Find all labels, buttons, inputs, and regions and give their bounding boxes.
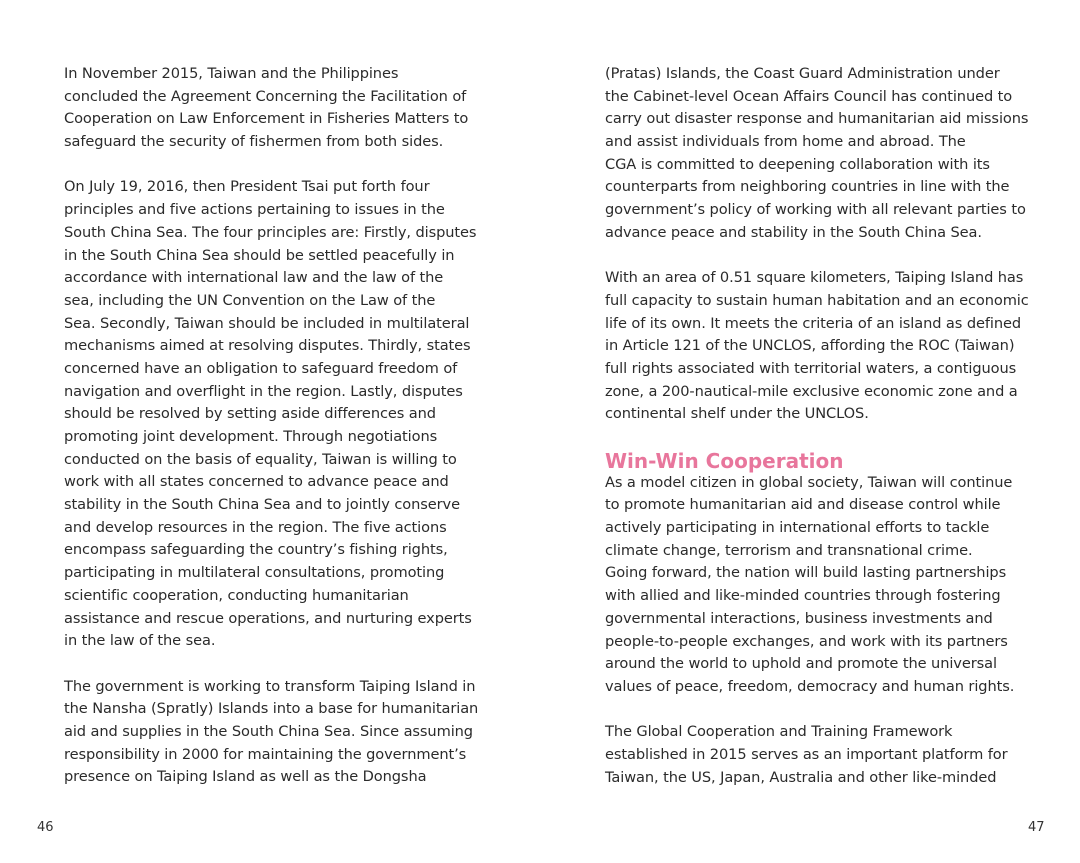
text-line: principles and five actions pertaining to issues in the (64, 201, 445, 219)
text-line: continental shelf under the UNCLOS. (605, 405, 869, 423)
text-line: The government is working to transform Taiping Island in (64, 677, 476, 695)
text-line: carry out disaster response and humanitarian aid missions (605, 110, 1029, 128)
text-line: values of peace, freedom, democracy and human rights. (605, 677, 1015, 695)
text-line: With an area of 0.51 square kilometers, Taiping Island has (605, 269, 1024, 287)
text-line: people-to-people exchanges, and work with its partners (605, 632, 1008, 650)
text-line: and assist individuals from home and abroad. The (605, 133, 966, 151)
text-line: presence on Taiping Island as well as the Dongsha (64, 768, 427, 786)
right-text-column (605, 63, 1030, 789)
text-line: encompass safeguarding the country’s fishing rights, (64, 541, 448, 559)
text-line: concerned have an obligation to safeguard freedom of (64, 359, 458, 377)
left-text-column (64, 63, 484, 789)
text-line: around the world to uphold and promote the universal (605, 655, 997, 673)
text-line: scientific cooperation, conducting humanitarian (64, 586, 409, 604)
text-line: work with all states concerned to advance peace and (64, 473, 449, 491)
text-line: promoting joint development. Through negotiations (64, 428, 438, 445)
text-line: Taiwan, the US, Japan, Australia and other like-minded (605, 768, 997, 786)
text-line: aid and supplies in the South China Sea. Since assuming (64, 722, 473, 740)
text-line: accordance with international law and the law of the (64, 269, 444, 287)
text-line: actively participating in international efforts to tackle (605, 519, 990, 537)
text-line: full capacity to sustain human habitation and an economic (605, 291, 1029, 309)
text-line: stability in the South China Sea and to jointly conserve (64, 496, 460, 514)
text-line: sea, including the UN Convention on the Law of the (64, 291, 436, 309)
text-line: zone, a 200-nautical-mile exclusive economic zone and a (605, 382, 1018, 400)
text-line: governmental interactions, business investments and (605, 609, 993, 627)
text-line: in the South China Sea should be settled peacefully in (64, 246, 455, 264)
text-line: responsibility in 2000 for maintaining the government’s (64, 745, 467, 763)
text-line: Going forward, the nation will build lasting partnerships (605, 564, 1007, 582)
text-line: full rights associated with territorial waters, a contiguous (605, 359, 1017, 377)
text-line: participating in multilateral consultations, promoting (64, 564, 445, 582)
text-line: In November 2015, Taiwan and the Philippines (64, 65, 399, 82)
text-line: to promote humanitarian aid and disease control while (605, 496, 1001, 514)
text-line: Cooperation on Law Enforcement in Fisheries Matters to (64, 110, 469, 128)
text-line: The Global Cooperation and Training Framework (605, 723, 953, 741)
text-line: On July 19, 2016, then President Tsai put forth four (64, 178, 430, 196)
text-line: in Article 121 of the UNCLOS, affording the ROC (Taiwan) (605, 337, 1015, 355)
text-line: life of its own. It meets the criteria of an island as defined (605, 314, 1022, 332)
text-line: established in 2015 serves as an important platform for (605, 745, 1008, 763)
text-line: advance peace and stability in the South China Sea. (605, 223, 982, 241)
text-line: and develop resources in the region. The five actions (64, 518, 447, 536)
text-line: government’s policy of working with all relevant parties to (605, 201, 1026, 219)
paragraph-gap (605, 245, 1030, 268)
text-line: the Nansha (Spratly) Islands into a base for humanitarian (64, 700, 479, 718)
text-line: conducted on the basis of equality, Taiwan is willing to (64, 450, 457, 468)
text-line: in the law of the sea. (64, 632, 216, 650)
page-number-left: 46 (37, 820, 54, 835)
text-line: the Cabinet-level Ocean Affairs Council has continued to (605, 87, 1013, 105)
text-line: counterparts from neighboring countries in line with the (605, 178, 1010, 196)
page-number-right: 47 (1028, 820, 1045, 835)
text-line: mechanisms aimed at resolving disputes. Thirdly, states (64, 337, 471, 355)
right-page (540, 0, 1080, 863)
text-line: Sea. Secondly, Taiwan should be included in multilateral (64, 314, 470, 332)
text-line: navigation and overflight in the region. Lastly, disputes (64, 382, 463, 400)
paragraph-gap (64, 154, 484, 177)
text-line: with allied and like-minded countries through fostering (605, 587, 1001, 605)
text-line: CGA is committed to deepening collaboration with its (605, 155, 990, 173)
section-heading: Win-Win Cooperation (605, 448, 844, 473)
text-line: As a model citizen in global society, Taiwan will continue (605, 473, 1013, 491)
text-line: (Pratas) Islands, the Coast Guard Administration under (605, 65, 1000, 82)
text-line: safeguard the security of fishermen from both sides. (64, 133, 444, 151)
paragraph-gap (605, 699, 1030, 722)
paragraph-gap (64, 653, 484, 676)
text-line: South China Sea. The four principles are: Firstly, disputes (64, 223, 477, 241)
text-line: assistance and rescue operations, and nurturing experts (64, 609, 472, 627)
text-line: should be resolved by setting aside differences and (64, 405, 436, 423)
text-line: concluded the Agreement Concerning the Facilitation of (64, 87, 467, 105)
paragraph-gap (605, 426, 1030, 449)
text-line: climate change, terrorism and transnational crime. (605, 541, 973, 559)
